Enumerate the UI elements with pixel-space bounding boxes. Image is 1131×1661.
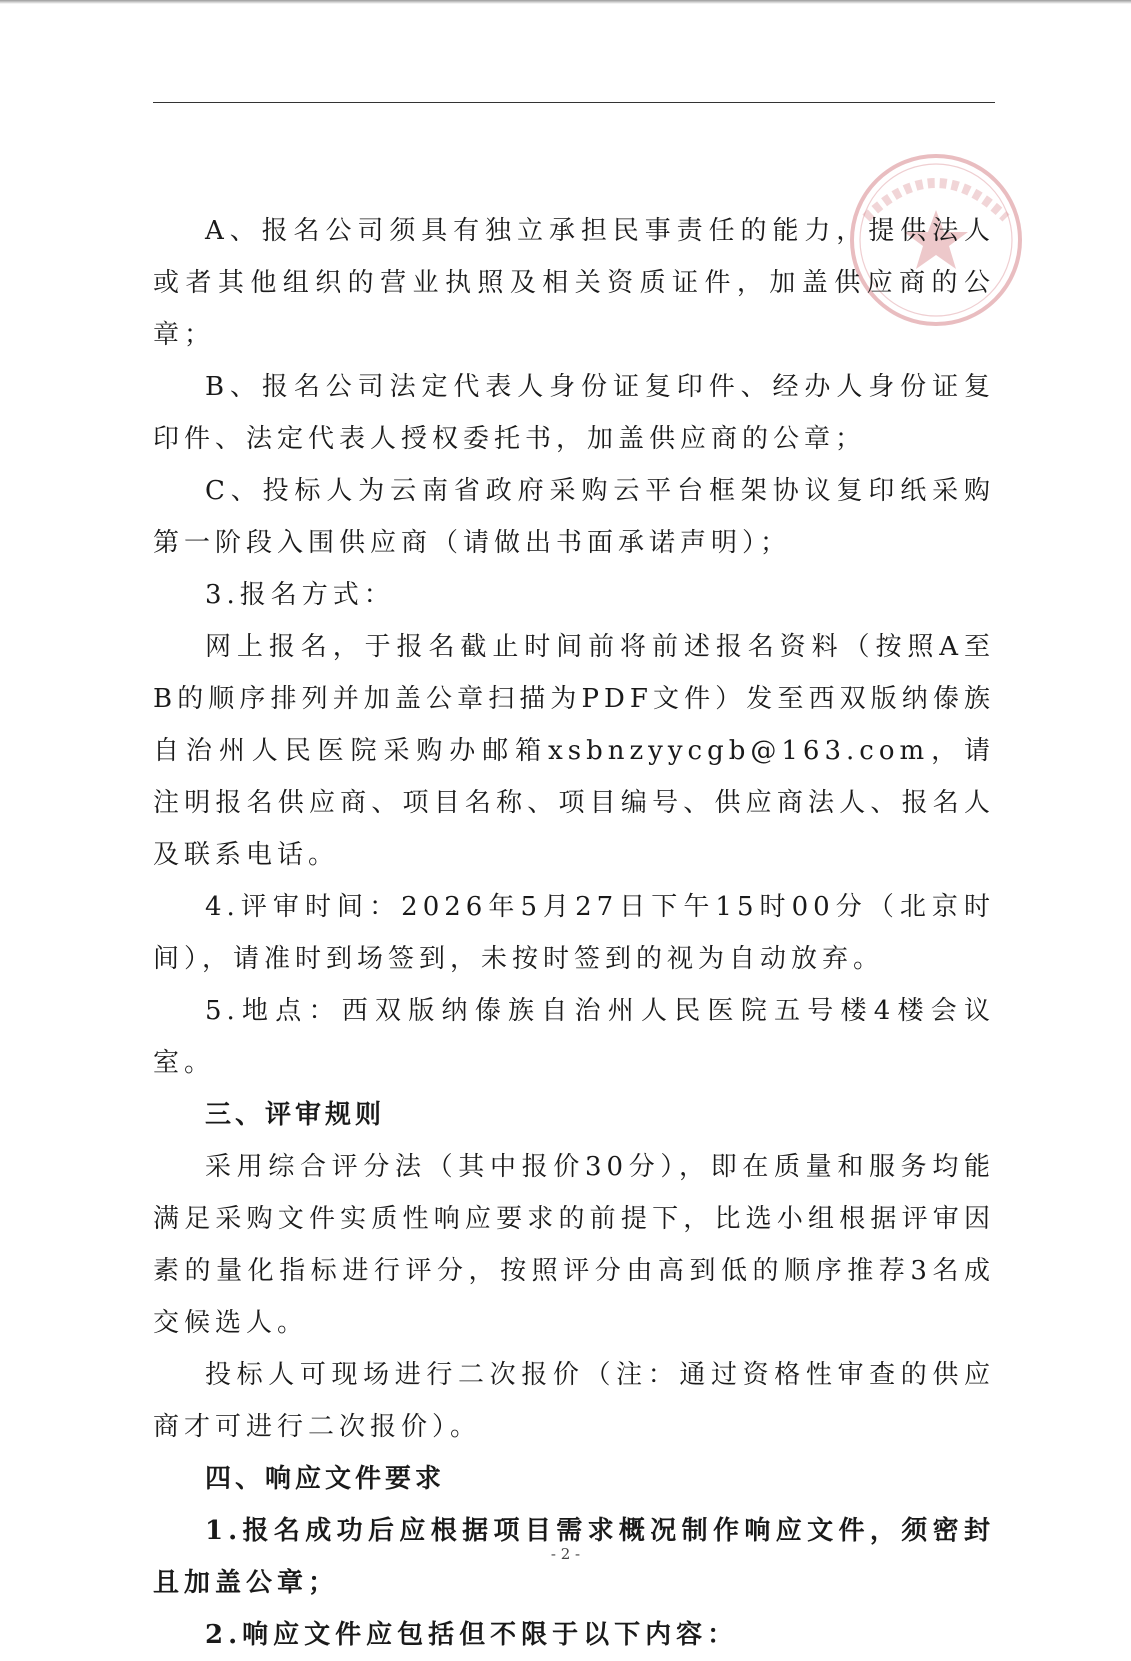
section-heading: 三、评审规则 (205, 1100, 386, 1130)
header-rule (153, 102, 995, 103)
paragraph: B、报名公司法定代表人身份证复印件、经办人身份证复印件、法定代表人授权委托书，加盖供应商的公章； (153, 372, 995, 454)
document-body (153, 205, 995, 1661)
paragraph: A、报名公司须具有独立承担民事责任的能力，提供法人或者其他组织的营业执照及相关资质证件，加盖供应商的公章； (153, 216, 995, 350)
paragraph: 投标人可现场进行二次报价（注：通过资格性审查的供应商才可进行二次报价）。 (153, 1360, 995, 1442)
page-number: - 2 - (550, 1545, 581, 1563)
paragraph-bold: 2.响应文件应包括但不限于以下内容： (205, 1620, 739, 1650)
paragraph: 4.评审时间：2026年5月27日下午15时00分（北京时间），请准时到场签到，未按时签到的视为自动放弃。 (153, 892, 995, 974)
paragraph: 网上报名，于报名截止时间前将前述报名资料（按照A至B的顺序排列并加盖公章扫描为PDF文件）发至西双版纳傣族自治州人民医院采购办邮箱xsbnzyycgb@163.com，请注明报名供应商、项目名称、项目编号、供应商法人、报名人及联系电话。 (153, 632, 995, 870)
paragraph: 5.地点：西双版纳傣族自治州人民医院五号楼4楼会议室。 (153, 996, 995, 1078)
paragraph: C、投标人为云南省政府采购云平台框架协议复印纸采购第一阶段入围供应商（请做出书面承诺声明）； (153, 476, 995, 558)
paragraph-bold: 1.报名成功后应根据项目需求概况制作响应文件，须密封且加盖公章； (153, 1516, 995, 1598)
scan-edge (0, 0, 1131, 4)
section-heading: 四、响应文件要求 (205, 1464, 446, 1494)
paragraph: 3.报名方式： (205, 580, 395, 610)
paragraph: 采用综合评分法（其中报价30分），即在质量和服务均能满足采购文件实质性响应要求的前提下，比选小组根据评审因素的量化指标进行评分，按照评分由高到低的顺序推荐3名成交候选人。 (153, 1152, 995, 1338)
